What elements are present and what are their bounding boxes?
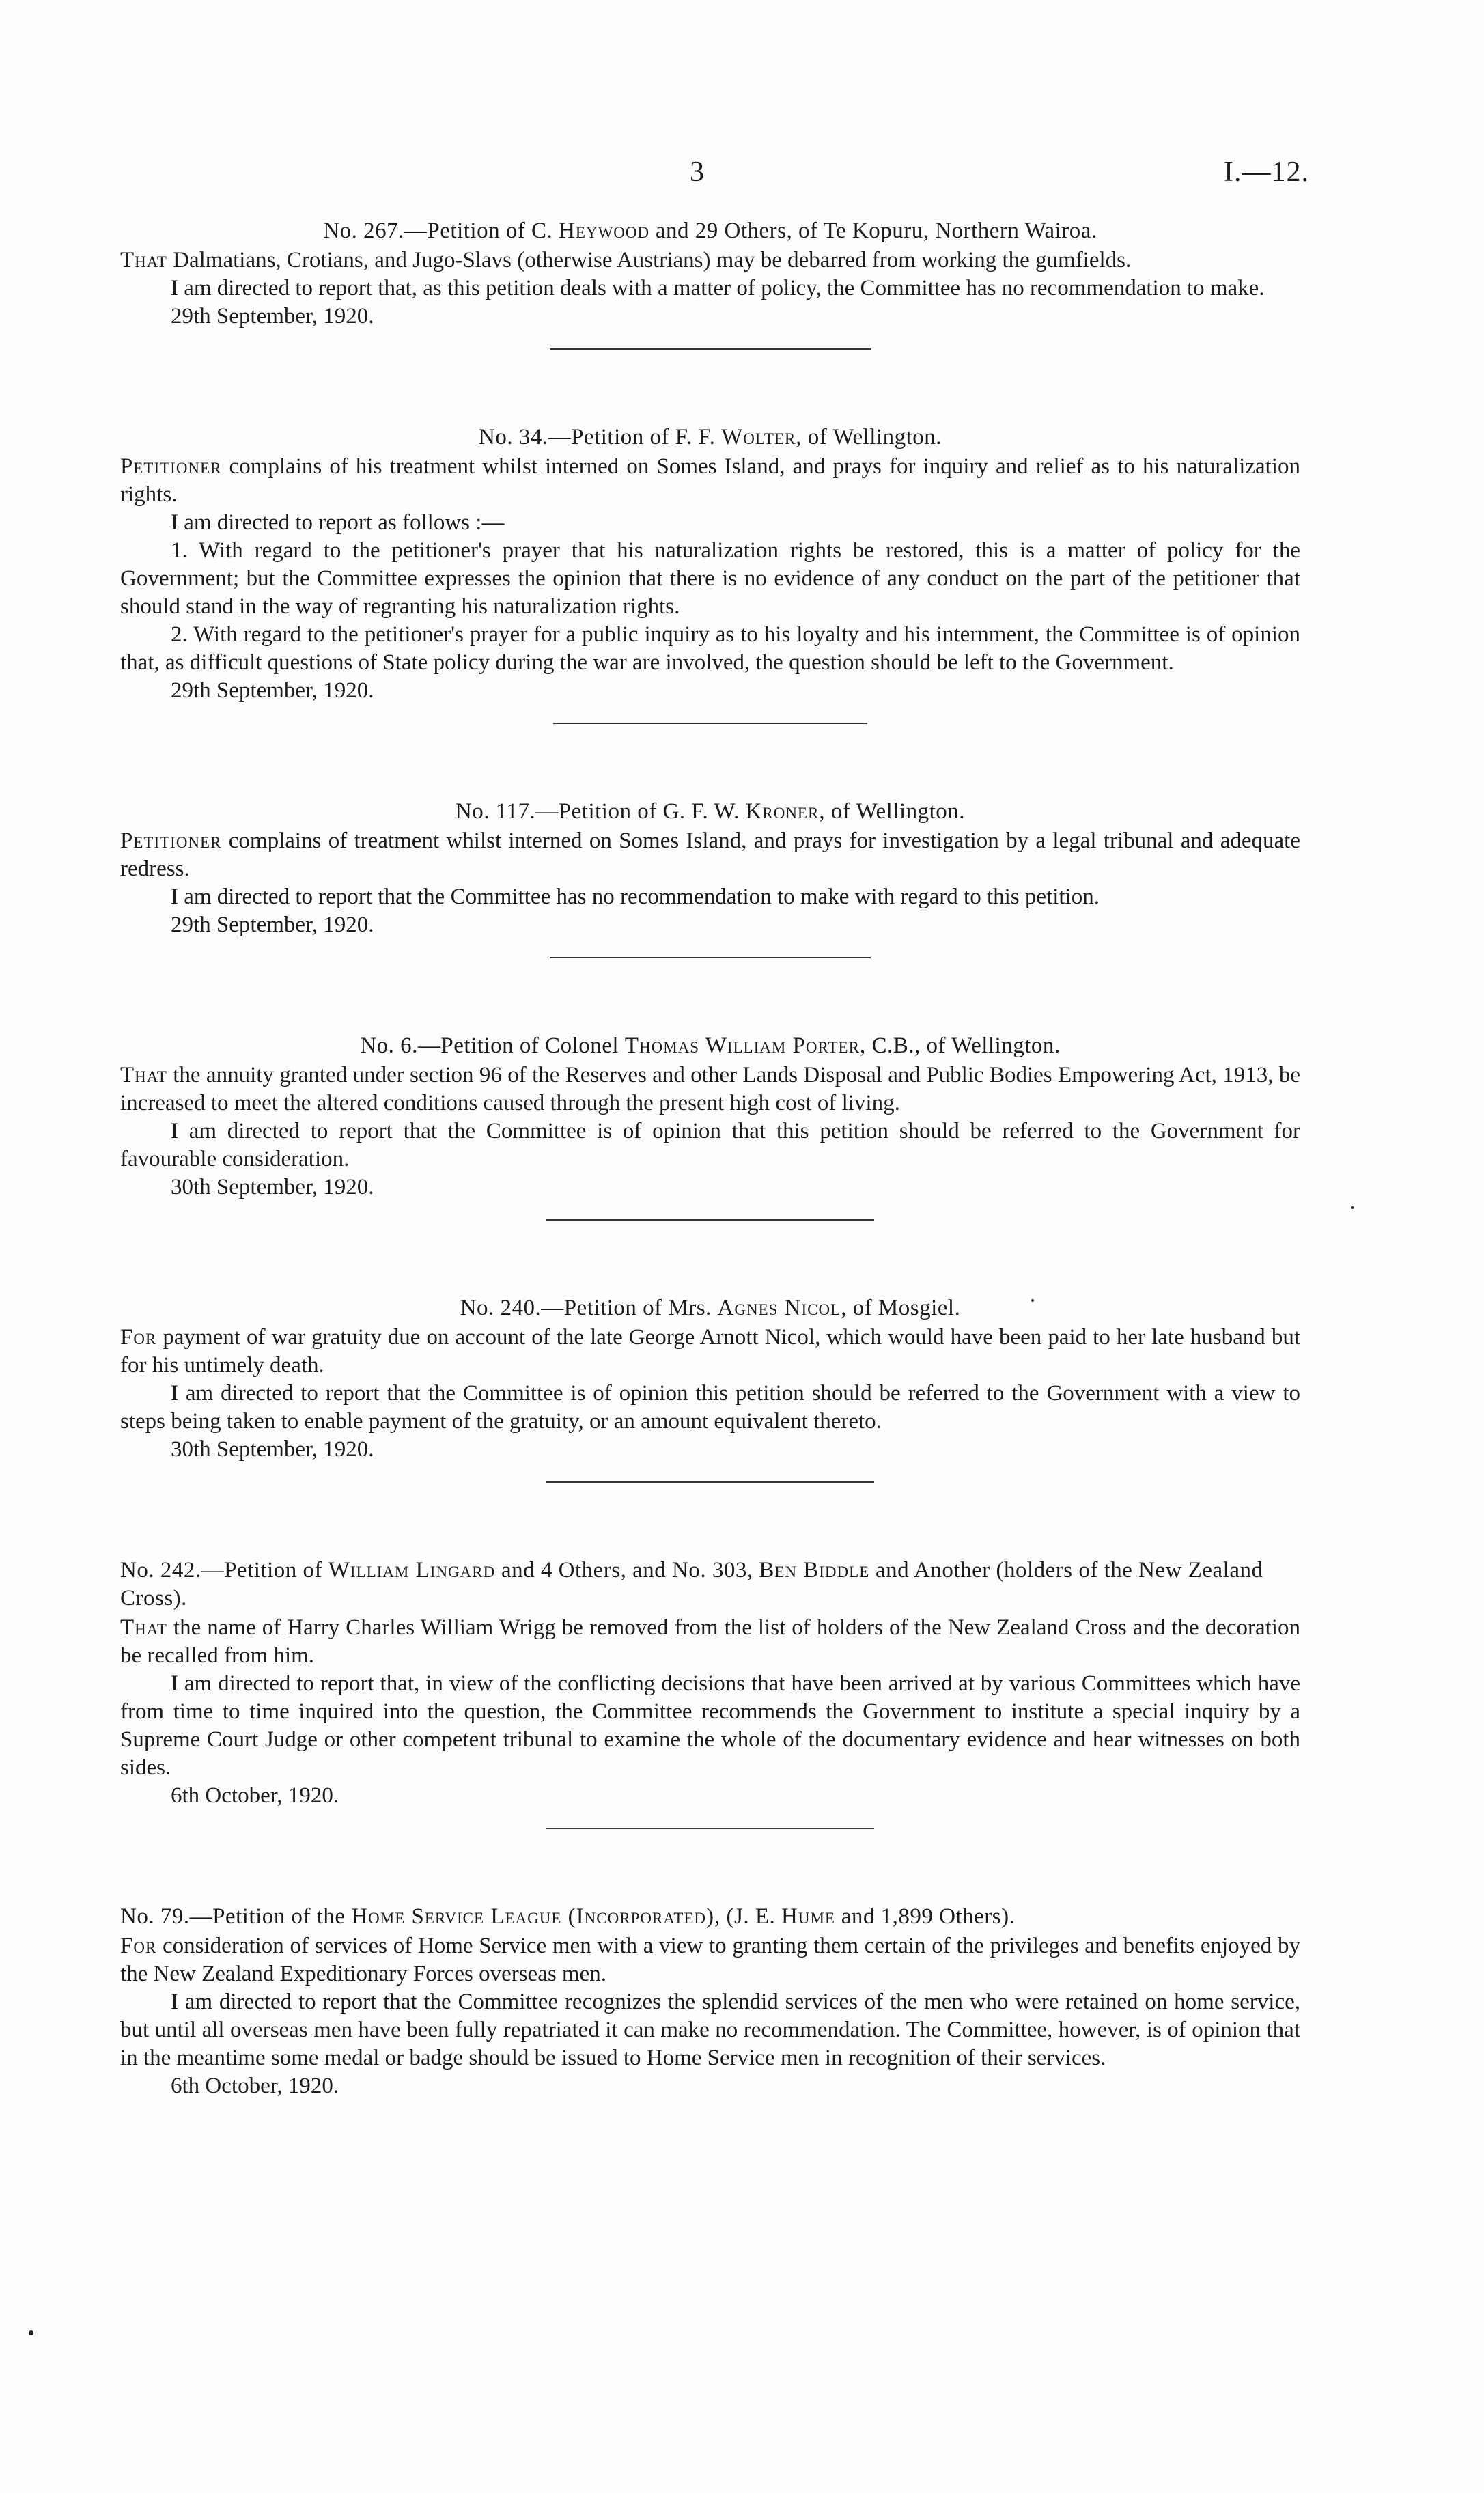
section-divider xyxy=(550,957,871,958)
committee-report: I am directed to report that the Committee has no recommendation to make with regard to this petition. xyxy=(171,885,1100,909)
committee-report: I am directed to report that, as this petition deals with a matter of policy, the Committee has no recommendation to make. xyxy=(171,276,1265,301)
page-number: 3 xyxy=(690,156,704,188)
petition-242 xyxy=(120,1557,1300,1829)
margin-speck xyxy=(1351,1206,1354,1209)
petition-title: No. 117.—Petition of G. F. W. Kroner, of Wellington. xyxy=(455,799,966,824)
report-date: 30th September, 1920. xyxy=(171,1175,374,1199)
petition-title: No. 79.—Petition of the Home Service League (Incorporated), (J. E. Hume and 1,899 Others). xyxy=(120,1904,1016,1929)
petition-prayer: That the name of Harry Charles William Wrigg be removed from the list of holders of the New Zealand Cross and the decoration be recalled from him. xyxy=(120,1615,1300,1668)
petition-title: No. 6.—Petition of Colonel Thomas William Porter, C.B., of Wellington. xyxy=(360,1033,1061,1058)
petition-prayer: Petitioner complains of his treatment whilst interned on Somes Island, and prays for inquiry and relief as to his naturalization rights. xyxy=(120,454,1300,507)
report-date: 6th October, 1920. xyxy=(171,2074,339,2098)
petition-prayer: That Dalmatians, Crotians, and Jugo-Slavs (otherwise Austrians) may be debarred from working the gumfields. xyxy=(120,248,1132,273)
petition-prayer: That the annuity granted under section 96 of the Reserves and other Lands Disposal and Public Bodies Empowering Act, 1913, be increased to meet the altered conditions caused through the present high cost of living. xyxy=(120,1063,1300,1115)
petition-prayer: For payment of war gratuity due on account of the late George Arnott Nicol, which would have been paid to her late husband but for his untimely death. xyxy=(120,1325,1300,1378)
petition-267 xyxy=(120,217,1300,350)
margin-speck xyxy=(1031,1299,1034,1302)
committee-report: 2. With regard to the petitioner's prayer for a public inquiry as to his loyalty and his internment, the Committee is of opinion that, as difficult questions of State policy during the war are involved, the question should be left to the Government. xyxy=(120,622,1300,675)
report-date: 6th October, 1920. xyxy=(171,1783,339,1808)
committee-report: I am directed to report that, in view of the conflicting decisions that have been arrived at by various Committees which have from time to time inquired into the question, the Committee recommends the Government to institute a special inquiry by a Supreme Court Judge or other competent tribunal to examine the whole of the documentary evidence and hear witnesses on both sides. xyxy=(120,1671,1300,1780)
report-date: 29th September, 1920. xyxy=(171,678,374,703)
petition-240 xyxy=(120,1294,1300,1483)
petition-prayer: For consideration of services of Home Service men with a view to granting them certain of the privileges and benefits enjoyed by the New Zealand Expeditionary Forces overseas men. xyxy=(120,1934,1300,1986)
section-divider xyxy=(553,723,867,724)
petitions-list xyxy=(120,217,1300,2100)
petition-title: No. 267.—Petition of C. Heywood and 29 Others, of Te Kopuru, Northern Wairoa. xyxy=(323,219,1097,243)
section-divider xyxy=(546,1481,874,1483)
report-date: 29th September, 1920. xyxy=(171,913,374,937)
committee-report: I am directed to report that the Committee is of opinion this petition should be referred to the Government with a view to steps being taken to enable payment of the gratuity, or an amount equivalent thereto. xyxy=(120,1381,1300,1434)
petition-title: No. 34.—Petition of F. F. Wolter, of Wellington. xyxy=(478,425,942,449)
committee-report: I am directed to report as follows :— xyxy=(171,510,505,535)
committee-report: 1. With regard to the petitioner's prayer that his naturalization rights be restored, this is a matter of policy for the Government; but the Committee expresses the opinion that there is no evidence of any conduct on the part of the petitioner that should stand in the way of regranting his naturalization rights. xyxy=(120,538,1300,619)
page-header xyxy=(0,156,1484,197)
petition-title: No. 242.—Petition of William Lingard and 4 Others, and No. 303, Ben Biddle and Another (holders of the New Zealand Cross). xyxy=(120,1558,1263,1611)
section-divider xyxy=(546,1219,874,1221)
petition-117 xyxy=(120,798,1300,958)
report-date: 30th September, 1920. xyxy=(171,1437,374,1462)
committee-report: I am directed to report that the Committee is of opinion that this petition should be referred to the Government for favourable consideration. xyxy=(120,1119,1300,1171)
report-date: 29th September, 1920. xyxy=(171,304,374,329)
petition-34 xyxy=(120,423,1300,724)
petition-title: No. 240.—Petition of Mrs. Agnes Nicol, of Mosgiel. xyxy=(460,1296,961,1320)
document-reference: I.—12. xyxy=(1224,156,1309,188)
margin-speck xyxy=(29,2330,33,2335)
section-divider xyxy=(546,1828,874,1829)
petition-prayer: Petitioner complains of treatment whilst interned on Somes Island, and prays for investigation by a legal tribunal and adequate redress. xyxy=(120,828,1300,881)
petition-6 xyxy=(120,1032,1300,1221)
committee-report: I am directed to report that the Committee recognizes the splendid services of the men who were retained on home service, but until all overseas men have been fully repatriated it can make no recommendation. The Committee, however, is of opinion that in the meantime some medal or badge should be issued to Home Service men in recognition of their services. xyxy=(120,1990,1300,2070)
petition-79 xyxy=(120,1903,1300,2100)
section-divider xyxy=(550,348,871,350)
